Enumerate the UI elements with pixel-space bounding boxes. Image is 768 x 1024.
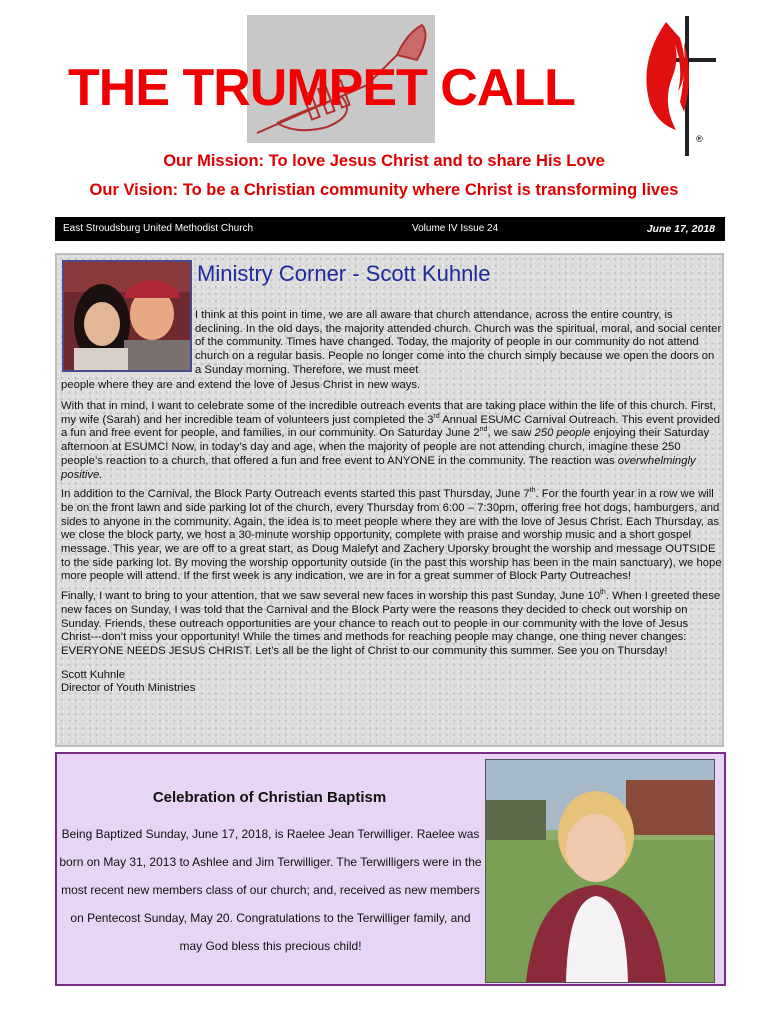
ministry-paragraph-1-continued: people where they are and extend the love of Jesus Christ in new ways. — [61, 379, 421, 391]
ministry-paragraph-1: I think at this point in time, we are all aware that church attendance, across the entire country, is declining. In the old days, the majority attended church. Church was the spiritual, moral, and social center of the community. Times have changed. Today, the majority of people in our community do not attend church on a regular basis. People no longer come into the church simply because we open the doors on a Sunday morning. Therefore, we must meet — [195, 309, 722, 376]
ministry-corner-section — [55, 253, 724, 747]
church-name: East Stroudsburg United Methodist Church — [63, 223, 254, 234]
mission-statement: Our Mission: To love Jesus Christ and to share His Love — [163, 152, 605, 170]
signature-name: Scott Kuhnle — [61, 668, 126, 681]
signature — [61, 669, 722, 696]
registered-mark: ® — [696, 134, 703, 144]
baptism-section — [55, 752, 726, 986]
couple-photo — [62, 260, 192, 372]
issue-date: June 17, 2018 — [646, 223, 715, 235]
signature-title: Director of Youth Ministries — [61, 682, 196, 695]
info-bar — [55, 217, 725, 241]
ministry-title: Ministry Corner - Scott Kuhnle — [197, 261, 491, 286]
ministry-paragraph-3: In addition to the Carnival, the Block Party Outreach events started this past Thursday, June 7th. For the fourth year in a row we will be on the front lawn and side parking lot of the church, every Thursday from 6:00 – 7:30pm, offering free hot dogs, hamburgers, and sides to anyone in the community. Again, the idea is to meet people where they are with the love of Jesus Christ. Each Thursday, as we close the block party, we host a 30-minute worship opportunity, complete with praise and worship music and a short gospel message. This year, we are off to a great start, as Doug Malefyt and Zachery Uporsky brought the worship and message OUTSIDE to the side parking lot. By moving the worship opportunity outside (in the past this worship has been in the main sanctuary), we hope more people will attend. If the first week is any indication, we are in for a great summer of Block Party Outreaches! — [61, 487, 722, 583]
ministry-paragraph-2: With that in mind, I want to celebrate some of the incredible outreach events that are taking place within the life of this church. First, my wife (Sarah) and her incredible team of volunteers just completed the 3rd Annual ESUMC Carnival Outreach. This event provided a fun and free event for people, and families, in our community. On Saturday June 2nd, we saw 250 people enjoying their Saturday afternoon at ESUMC! Now, in today’s day and age, when the majority of people are not attending church, imagine these 250 people’s reaction to a church, that offered a fun and free event to ANYONE in the community. The reaction was overwhelmingly positive. — [61, 400, 721, 481]
baptism-text: Being Baptized Sunday, June 17, 2018, is Raelee Jean Terwilliger. Raelee was born on May 31, 2013 to Ashlee and Jim Terwilliger. The Terwilligers were in the most recent new members class of our church; and, received as new members on Pentecost Sunday, May 20. Congratulations to the Terwilliger family, and may God bless this precious child! — [59, 827, 482, 953]
child-photo — [485, 759, 715, 983]
volume-issue: Volume IV Issue 24 — [412, 223, 499, 234]
ministry-body — [61, 400, 722, 696]
baptism-title: Celebration of Christian Baptism — [152, 789, 387, 806]
vision-statement: Our Vision: To be a Christian community where Christ is transforming lives — [89, 181, 679, 199]
ministry-paragraph-4: Finally, I want to bring to your attention, that we saw several new faces in worship this past Sunday, June 10th. When I greeted these new faces on Sunday, I was told that the Carnival and the Block Party were the reasons they decided to check out worship on Sunday. Friends, these outreach opportunities are your chance to reach out to people in our community with the love of Jesus Christ---don’t miss your opportunity! While the times and methods for reaching people may change, one thing never changes: EVERYONE NEEDS JESUS CHRIST. Let’s all be the light of Christ to our community this summer. See you on Thursday! — [61, 589, 721, 657]
newsletter-title: THE TRUMPET CALL — [68, 59, 575, 117]
cross-and-flame-icon — [628, 12, 718, 162]
